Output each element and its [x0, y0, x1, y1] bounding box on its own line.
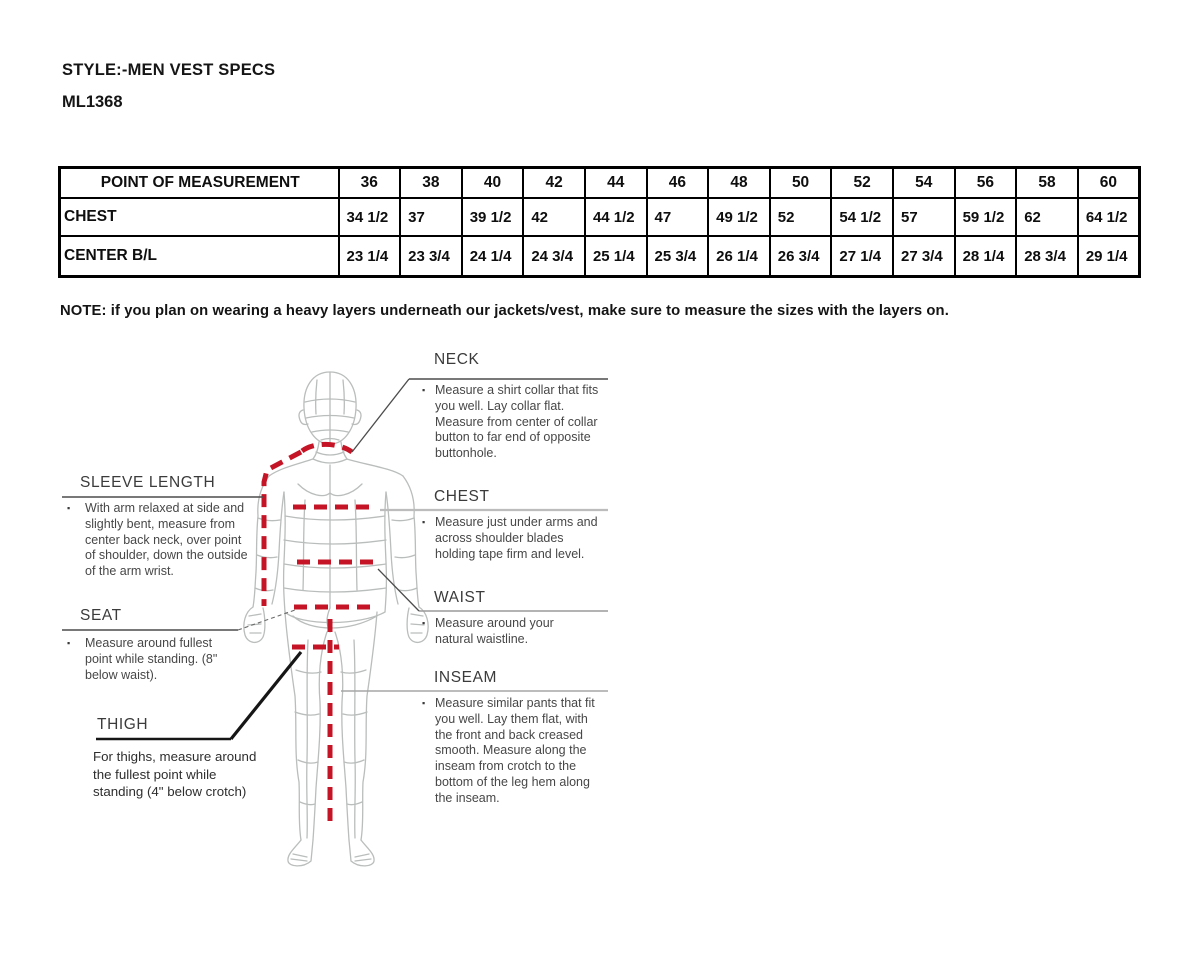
table-row-chest: [60, 198, 1140, 236]
measure-lines: [264, 444, 377, 826]
measurement-value: 24 3/4: [523, 236, 585, 277]
section-description: With arm relaxed at side and slightly bent, measure from center back neck, over point of shoulder, down the outside of the arm wrist.: [85, 501, 248, 579]
section-thigh: [62, 714, 262, 801]
table-header-cell: 42: [523, 168, 585, 199]
table-row-center-bl: [60, 236, 1140, 277]
bullet-square-icon: ▪: [422, 618, 426, 628]
section-sleeve-length: [62, 472, 262, 580]
section-description: Measure around fullest point while standing. (8" below waist).: [85, 636, 218, 682]
section-description: Measure around your natural waistline.: [435, 616, 554, 646]
measurement-value: 59 1/2: [955, 198, 1017, 236]
section-description: For thighs, measure around the fullest point while standing (4" below crotch): [93, 749, 257, 799]
measurement-value: 34 1/2: [339, 198, 401, 236]
table-header-cell: 50: [770, 168, 832, 199]
table-header-cell: 56: [955, 168, 1017, 199]
section-description: Measure a shirt collar that fits you well. Lay collar flat. Measure from center of collar button to far end of opposite buttonhole.: [435, 383, 599, 461]
measurement-value: 37: [400, 198, 462, 236]
measurement-value: 26 3/4: [770, 236, 832, 277]
measurement-value: 24 1/4: [462, 236, 524, 277]
row-label: CENTER B/L: [60, 236, 339, 277]
section-title: INSEAM: [434, 669, 498, 686]
measurement-value: 25 3/4: [647, 236, 709, 277]
bullet-square-icon: ▪: [422, 517, 426, 527]
table-header-cell: POINT OF MEASUREMENT: [60, 168, 339, 199]
measurement-value: 49 1/2: [708, 198, 770, 236]
table-header-cell: 54: [893, 168, 955, 199]
measurement-value: 42: [523, 198, 585, 236]
section-title: SLEEVE LENGTH: [80, 474, 216, 491]
measurement-value: 47: [647, 198, 709, 236]
size-table-header-row: [60, 168, 1140, 199]
section-seat: [62, 605, 262, 683]
measurement-value: 27 1/4: [831, 236, 893, 277]
section-description: Measure similar pants that fit you well. Lay them flat, with the front and back creased smooth. Measure along the inseam from crotch to the bottom of the leg hem along the inseam.: [435, 696, 595, 805]
table-header-cell: 58: [1016, 168, 1078, 199]
bullet-square-icon: ▪: [67, 503, 71, 513]
measurement-value: 27 3/4: [893, 236, 955, 277]
measurement-value: 23 3/4: [400, 236, 462, 277]
section-neck: [421, 349, 617, 462]
measurement-value: 64 1/2: [1078, 198, 1140, 236]
measurement-value: 39 1/2: [462, 198, 524, 236]
table-header-cell: 52: [831, 168, 893, 199]
bullet-square-icon: ▪: [67, 638, 71, 648]
size-table: [58, 166, 1141, 278]
layers-note: NOTE: if you plan on wearing a heavy layers underneath our jackets/vest, make sure to measure the sizes with the layers on.: [60, 303, 949, 319]
measurement-value: 44 1/2: [585, 198, 647, 236]
measurement-value: 62: [1016, 198, 1078, 236]
section-description: Measure just under arms and across shoulder blades holding tape firm and level.: [435, 515, 598, 561]
measurement-value: 26 1/4: [708, 236, 770, 277]
section-inseam: [421, 667, 617, 807]
bullet-square-icon: ▪: [422, 385, 426, 395]
section-title: CHEST: [434, 488, 490, 505]
section-title: WAIST: [434, 589, 486, 606]
table-header-cell: 44: [585, 168, 647, 199]
page-title: STYLE:-MEN VEST SPECS: [62, 61, 276, 79]
table-header-cell: 36: [339, 168, 401, 199]
measurement-value: 29 1/4: [1078, 236, 1140, 277]
measurement-value: 52: [770, 198, 832, 236]
table-header-cell: 60: [1078, 168, 1140, 199]
measurement-value: 25 1/4: [585, 236, 647, 277]
section-waist: [421, 587, 617, 648]
measurement-value: 23 1/4: [339, 236, 401, 277]
measurement-value: 57: [893, 198, 955, 236]
table-header-cell: 48: [708, 168, 770, 199]
row-label: CHEST: [60, 198, 339, 236]
neck-measure-line: [302, 444, 352, 452]
section-title: THIGH: [97, 716, 149, 733]
table-header-cell: 38: [400, 168, 462, 199]
section-chest: [421, 486, 617, 562]
measurement-value: 28 1/4: [955, 236, 1017, 277]
section-title: NECK: [434, 351, 480, 368]
bullet-square-icon: ▪: [422, 698, 426, 708]
measurement-value: 54 1/2: [831, 198, 893, 236]
mannequin-figure: [244, 372, 428, 866]
style-code: ML1368: [62, 93, 123, 111]
table-header-cell: 46: [647, 168, 709, 199]
table-header-cell: 40: [462, 168, 524, 199]
section-title: SEAT: [80, 607, 122, 624]
measurement-value: 28 3/4: [1016, 236, 1078, 277]
